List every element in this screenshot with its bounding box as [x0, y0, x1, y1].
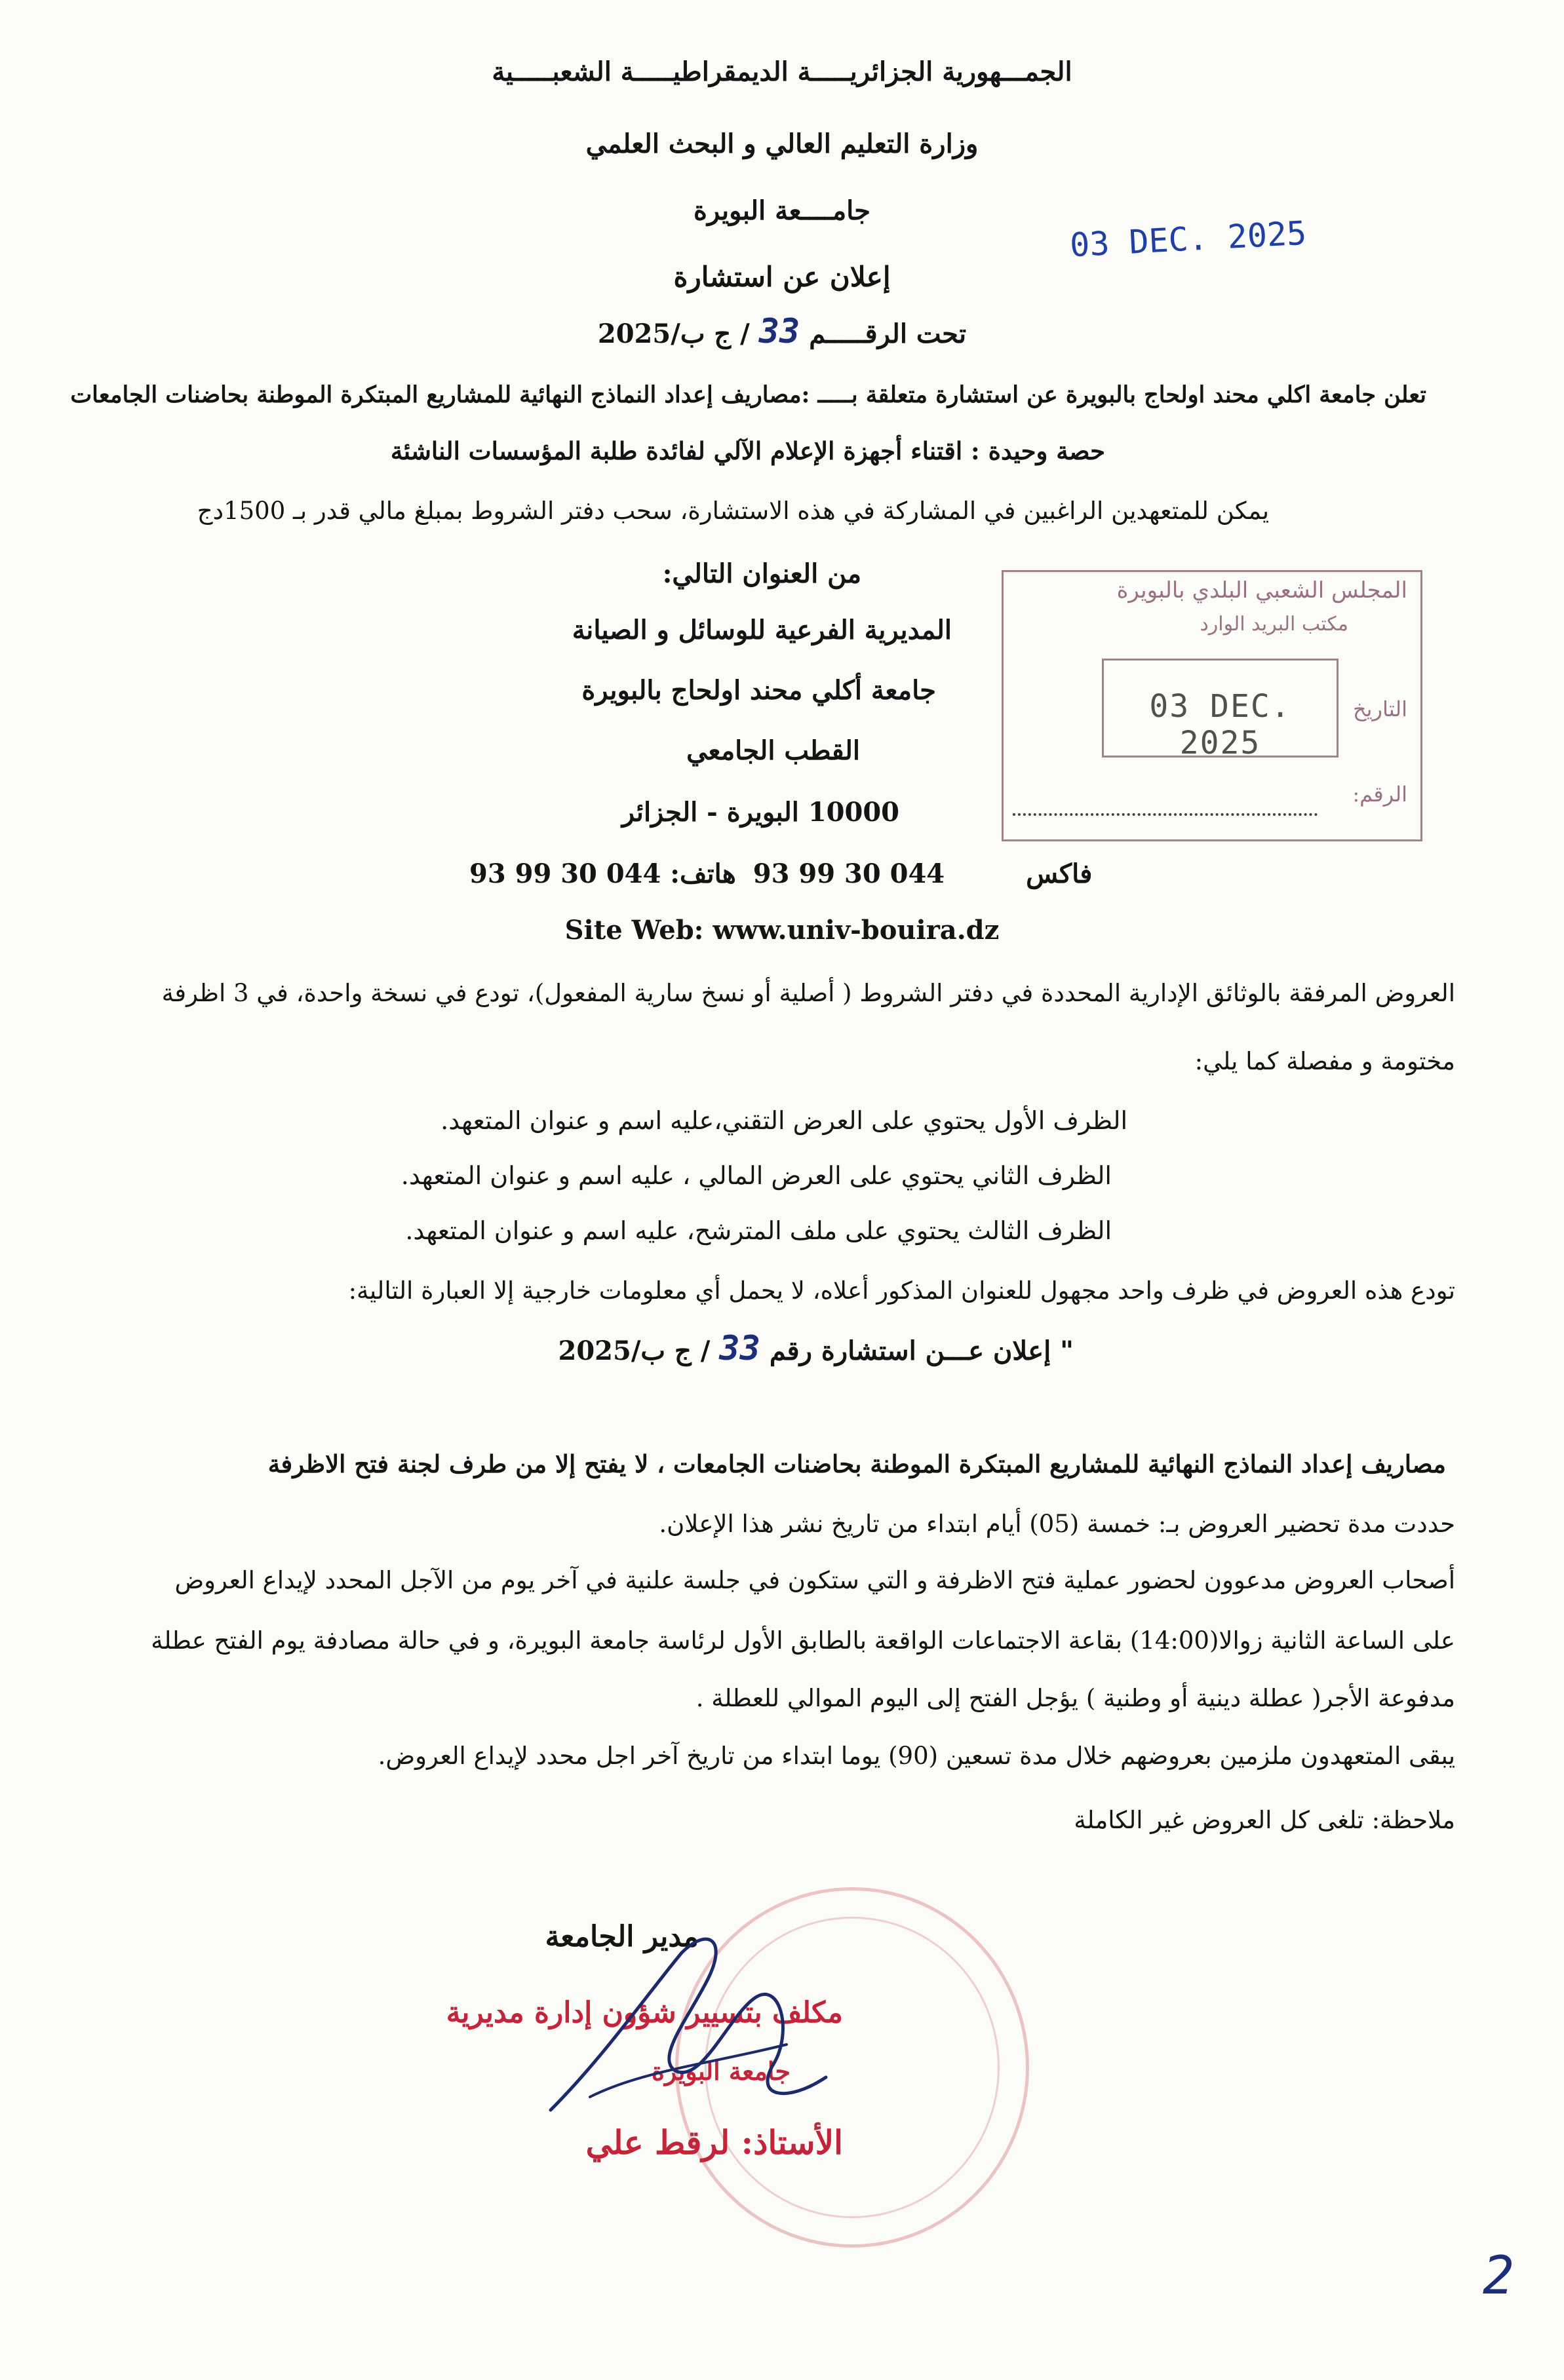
stamp-number-label: الرقم: [1352, 782, 1407, 807]
signature-title: مدير الجامعة [545, 1920, 699, 1953]
notice-title: إعلان عن استشارة [673, 261, 891, 293]
handwritten-signature [511, 1900, 878, 2162]
ministry-header: وزارة التعليم العالي و البحث العلمي [585, 128, 979, 159]
envelope-3: الظرف الثالث يحتوي على ملف المترشح، عليه اسم و عنوان المتعهد. [405, 1216, 1112, 1245]
phone-value: 044 30 99 93 [469, 858, 661, 889]
body-paragraph-4: حددت مدة تحضير العروض بـ: خمسة (05) أيام ابتداء من تاريخ نشر هذا الإعلان. [659, 1510, 1455, 1538]
stamp-date-box [1102, 659, 1339, 761]
address-line-4: 10000 البويرة - الجزائر [621, 797, 899, 828]
signature-red-line-1: مكلف بتسيير شؤون إدارة مديرية [446, 1996, 843, 2029]
quote-suffix: / ج ب/2025 [558, 1335, 711, 1366]
intro-line-2: حصة وحيدة : اقتناء أجهزة الإعلام الآلي لفائدة طلبة المؤسسات الناشئة [390, 436, 1105, 465]
address-line-2: جامعة أكلي محند اولحاج بالبويرة [581, 675, 936, 706]
handwritten-date: 03 DEC. 2025 [1068, 214, 1308, 265]
quote-line [558, 1329, 1074, 1368]
reference-number-handwritten: 33 [758, 312, 800, 351]
stamp-line-1: المجلس الشعبي البلدي بالبويرة [1116, 577, 1407, 604]
body-paragraph-6: يبقى المتعهدون ملزمين بعروضهم خلال مدة تسعين (90) يوما ابتداء من تاريخ آخر اجل محدد لإيداع العروض. [378, 1742, 1455, 1770]
fax-value: 044 30 99 93 [753, 858, 945, 889]
body-paragraph-5b: على الساعة الثانية زوالا(14:00) بقاعة الاجتماعات الواقعة بالطابق الأول لرئاسة جامعة البويرة، و في حالة مصادفة يوم الفتح عطلة [151, 1626, 1455, 1655]
note: ملاحظة: تلغى كل العروض غير الكاملة [1074, 1806, 1455, 1834]
reference-suffix: / ج ب/2025 [597, 318, 750, 349]
stamp-dotted-line [1013, 813, 1318, 816]
body-paragraph-5c: مدفوعة الأجر( عطلة دينية أو وطنية ) يؤجل الفتح إلى اليوم الموالي للعطلة . [695, 1684, 1455, 1712]
website: Site Web: www.univ-bouira.dz [564, 915, 1000, 946]
received-mail-stamp [1002, 570, 1422, 841]
reference-line [0, 312, 1564, 351]
phone-label: هاتف: [670, 858, 736, 889]
quote-number-handwritten: 33 [719, 1329, 760, 1368]
body-paragraph-5a: أصحاب العروض مدعوون لحضور عملية فتح الاظرفة و التي ستكون في جلسة علنية في آخر يوم من الآجل المحدد لإيداع العروض [174, 1566, 1455, 1594]
body-paragraph-3: مصاريف إعداد النماذج النهائية للمشاريع المبتكرة الموطنة بحاضنات الجامعات ، لا يفتح إلا من طرف لجنة فتح الاظرفة [267, 1449, 1446, 1478]
university-header: جامــــعة البويرة [693, 195, 871, 226]
address-line-3: القطب الجامعي [686, 735, 860, 766]
stamp-date-value: 03 DEC. 2025 [1149, 688, 1291, 761]
address-heading: من العنوان التالي: [662, 558, 861, 589]
intro-line-1: تعلن جامعة اكلي محند اولحاج بالبويرة عن استشارة متعلقة بـــــ :مصاريف إعداد النماذج النهائية للمشاريع المبتكرة الموطنة بحاضنات الجامعات [70, 381, 1426, 408]
stamp-line-2: مكتب البريد الوارد [1200, 613, 1348, 636]
body-paragraph-1a: العروض المرفقة بالوثائق الإدارية المحددة في دفتر الشروط ( أصلية أو نسخ سارية المفعول)، تودع في نسخة واحدة، في 3 اظرفة [161, 979, 1455, 1007]
quote-prefix: " إعلان عـــن استشارة رقم [769, 1335, 1074, 1366]
contact-line [469, 858, 1131, 889]
stamp-date-label: التاريخ [1352, 697, 1407, 721]
address-line-1: المديرية الفرعية للوسائل و الصيانة [572, 615, 952, 645]
envelope-2: الظرف الثاني يحتوي على العرض المالي ، عليه اسم و عنوان المتعهد. [401, 1161, 1112, 1190]
signature-red-line-3: الأستاذ: لرقط علي [585, 2123, 843, 2162]
body-paragraph-2: تودع هذه العروض في ظرف واحد مجهول للعنوان المذكور أعلاه، لا يحمل أي معلومات خارجية إلا العبارة التالية: [348, 1276, 1455, 1305]
envelope-1: الظرف الأول يحتوي على العرض التقني،عليه اسم و عنوان المتعهد. [440, 1106, 1127, 1135]
intro-line-3: يمكن للمتعهدين الراغبين في المشاركة في هذه الاستشارة، سحب دفتر الشروط بمبلغ مالي قدر بـ 1500دج [197, 497, 1269, 525]
page-number-handwritten: 2 [1483, 2245, 1515, 2306]
republic-header: الجمـــهورية الجزائريـــــة الديمقراطيـــــة الشعبـــــية [492, 56, 1072, 87]
reference-prefix: تحت الرقـــــم [809, 318, 967, 349]
fax-label: فاكس [1026, 858, 1093, 889]
signature-red-line-2: جامعة البويرة [651, 2056, 791, 2086]
body-paragraph-1b: مختومة و مفصلة كما يلي: [1194, 1047, 1455, 1075]
